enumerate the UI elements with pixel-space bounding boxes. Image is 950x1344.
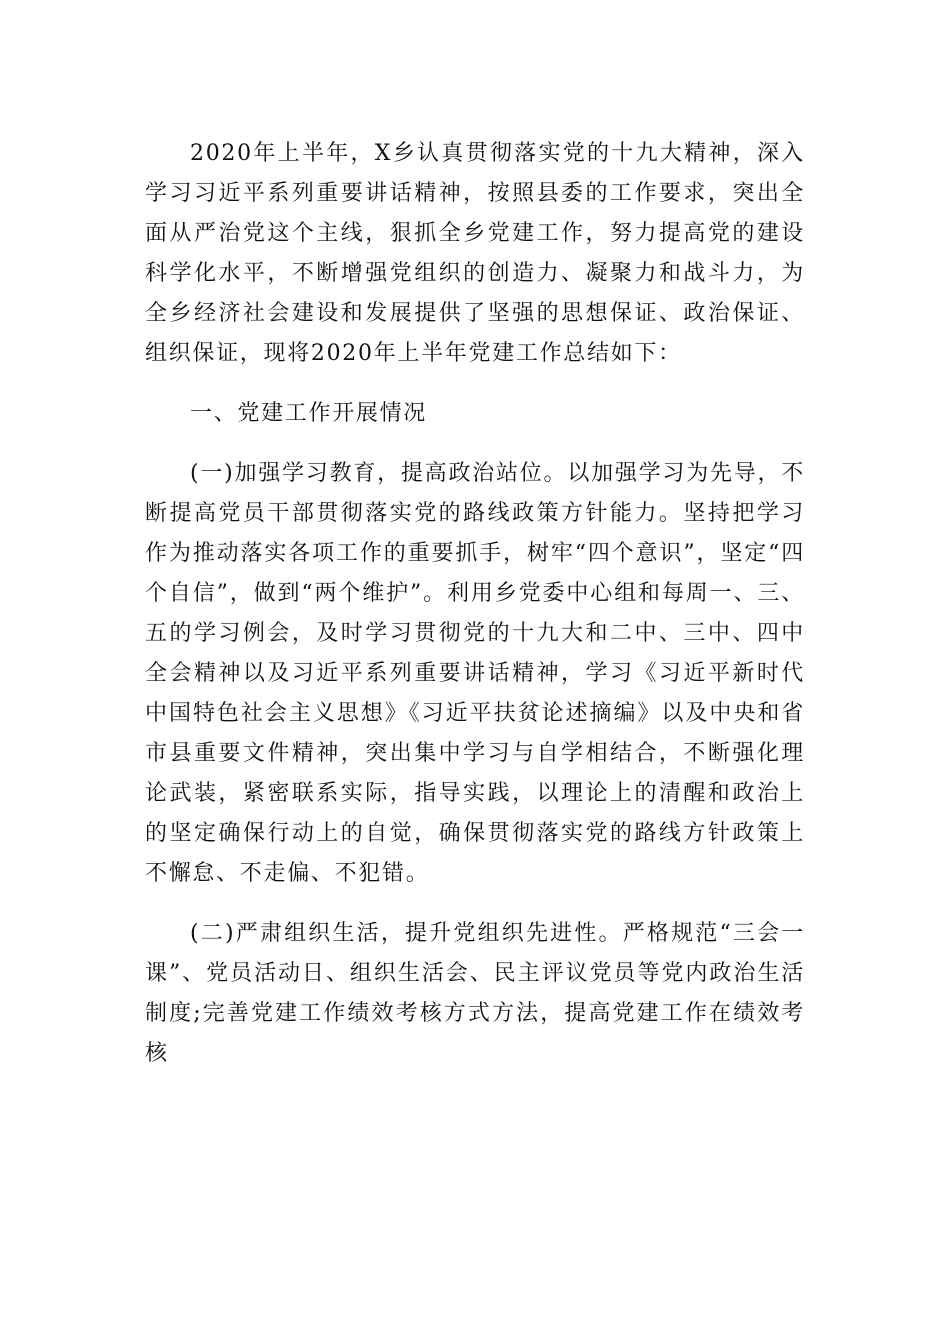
section-heading: 一、党建工作开展情况 — [190, 401, 428, 426]
subsection-2-paragraph: (二)严肃组织生活，提升党组织先进性。严格规范“三会一课”、党员活动日、组织生活会、民主评议党员等党内政治生活制度;完善党建工作绩效考核方式方法，提高党建工作在绩效考核 — [145, 921, 805, 1066]
document-body — [145, 134, 805, 1074]
intro-paragraph: 2020年上半年，X乡认真贯彻落实党的十九大精神，深入学习习近平系列重要讲话精神，按照县委的工作要求，突出全面从严治党这个主线，狠抓全乡党建工作，努力提高党的建设科学化水平，不断增强党组织的创造力、凝聚力和战斗力，为全乡经济社会建设和发展提供了坚强的思想保证、政治保证、组织保证，现将2020年上半年党建工作总结如下： — [145, 141, 805, 366]
subsection-1-paragraph: (一)加强学习教育，提高政治站位。以加强学习为先导，不断提高党员干部贯彻落实党的路线政策方针能力。坚持把学习作为推动落实各项工作的重要抓手，树牢“四个意识”，坚定“四个自信”，做到“两个维护”。利用乡党委中心组和每周一、三、五的学习例会，及时学习贯彻党的十九大和二中、三中、四中全会精神以及习近平系列重要讲话精神，学习《习近平新时代中国特色社会主义思想》《习近平扶贫论述摘编》以及中央和省市县重要文件精神，突出集中学习与自学相结合，不断强化理论武装，紧密联系实际，指导实践，以理论上的清醒和政治上的坚定确保行动上的自觉，确保贯彻落实党的路线方针政策上不懈怠、不走偏、不犯错。 — [145, 461, 805, 886]
